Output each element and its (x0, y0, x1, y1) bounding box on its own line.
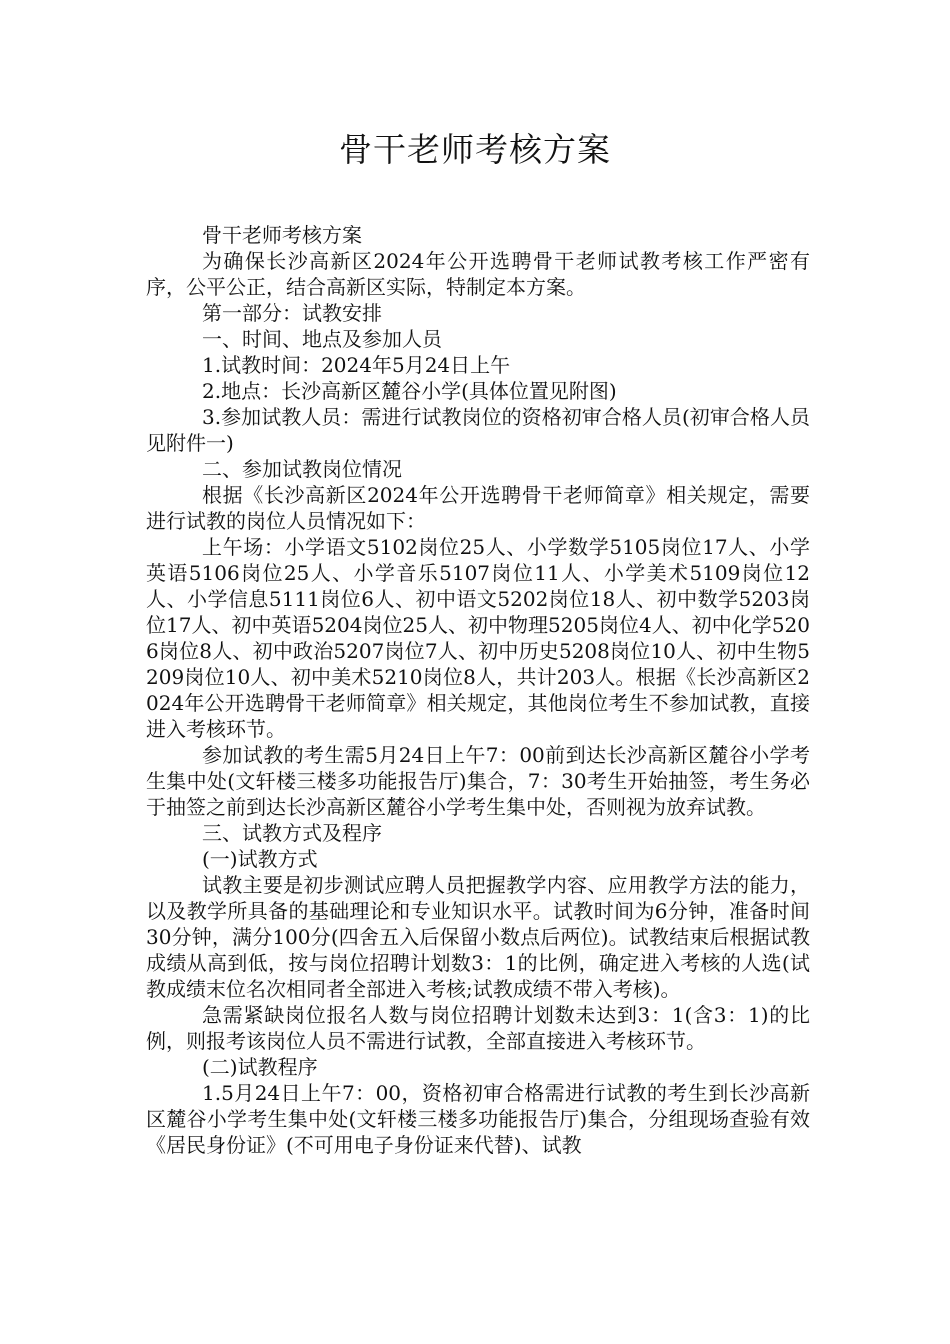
document-title: 骨干老师考核方案 (339, 130, 611, 169)
section-heading: 二、参加试教岗位情况 (202, 457, 402, 481)
section-heading: 一、时间、地点及参加人员 (202, 327, 442, 351)
paragraph: 1.5月24日上午7：00，资格初审合格需进行试教的考生到长沙高新区麓谷小学考生集中处(文轩楼三楼多功能报告厅)集合，分组现场查验有效《居民身份证》(不可用电子身份证来代替)、试教 (146, 1081, 810, 1157)
paragraph: 为确保长沙高新区2024年公开选聘骨干老师试教考核工作严密有序，公平公正，结合高新区实际，特制定本方案。 (146, 249, 810, 299)
section-heading: (一)试教方式 (202, 847, 318, 871)
paragraph: 试教主要是初步测试应聘人员把握教学内容、应用教学方法的能力，以及教学所具备的基础理论和专业知识水平。试教时间为6分钟，准备时间30分钟，满分100分(四舍五入后保留小数点后两位)。试教结束后根据试教成绩从高到低，按与岗位招聘计划数3：1的比例，确定进入考核的人选(试教成绩末位名次相同者全部进入考核;试教成绩不带入考核)。 (146, 873, 810, 1001)
paragraph: 骨干老师考核方案 (202, 223, 362, 247)
section-heading: 第一部分：试教安排 (202, 301, 382, 325)
document-body (146, 222, 810, 1158)
paragraph: 根据《长沙高新区2024年公开选聘骨干老师简章》相关规定，需要进行试教的岗位人员情况如下： (146, 483, 810, 533)
paragraph: 参加试教的考生需5月24日上午7：00前到达长沙高新区麓谷小学考生集中处(文轩楼三楼多功能报告厅)集合，7：30考生开始抽签，考生务必于抽签之前到达长沙高新区麓谷小学考生集中处，否则视为放弃试教。 (146, 743, 810, 819)
paragraph: 上午场：小学语文5102岗位25人、小学数学5105岗位17人、小学英语5106岗位25人、小学音乐5107岗位11人、小学美术5109岗位12人、小学信息5111岗位6人、初中语文5202岗位18人、初中数学5203岗位17人、初中英语5204岗位25人、初中物理5205岗位4人、初中化学5206岗位8人、初中政治5207岗位7人、初中历史5208岗位10人、初中生物5209岗位10人、初中美术5210岗位8人，共计203人。根据《长沙高新区2024年公开选聘骨干老师简章》相关规定，其他岗位考生不参加试教，直接进入考核环节。 (146, 535, 810, 741)
section-heading: (二)试教程序 (202, 1055, 318, 1079)
paragraph: 1.试教时间：2024年5月24日上午 (202, 353, 511, 377)
paragraph: 3.参加试教人员：需进行试教岗位的资格初审合格人员(初审合格人员见附件一) (146, 405, 810, 455)
paragraph: 急需紧缺岗位报名人数与岗位招聘计划数未达到3：1(含3：1)的比例，则报考该岗位人员不需进行试教，全部直接进入考核环节。 (146, 1003, 810, 1053)
section-heading: 三、试教方式及程序 (202, 821, 382, 845)
paragraph: 2.地点：长沙高新区麓谷小学(具体位置见附图) (202, 379, 617, 403)
